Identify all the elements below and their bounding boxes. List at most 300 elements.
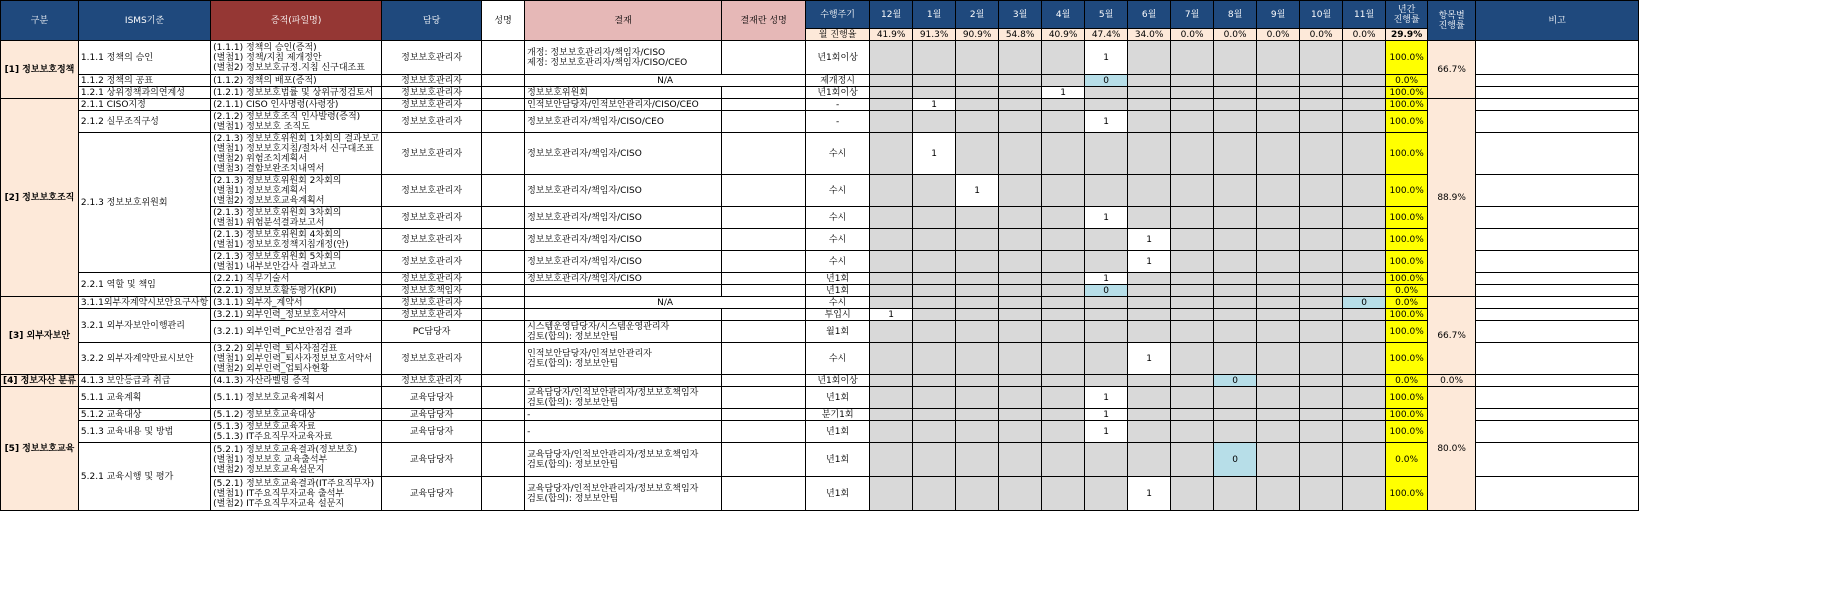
month-cell[interactable] xyxy=(1085,375,1128,387)
month-cell[interactable] xyxy=(1214,273,1257,285)
cycle-cell[interactable]: 분기1회 xyxy=(806,409,870,421)
approval-cell[interactable]: 정보보호관리자/책임자/CISO xyxy=(525,207,722,229)
cycle-cell[interactable]: - xyxy=(806,111,870,133)
month-cell[interactable] xyxy=(1171,443,1214,477)
monthly-progress-value[interactable]: 40.9% xyxy=(1042,29,1085,41)
isms-item-cell[interactable]: 1.2.1 상위정책과의연계성 xyxy=(78,87,210,99)
remark-cell[interactable] xyxy=(1476,251,1639,273)
month-cell[interactable] xyxy=(956,75,999,87)
month-cell[interactable] xyxy=(999,75,1042,87)
owner-cell[interactable]: 교육담당자 xyxy=(382,443,482,477)
approval-cell[interactable]: 인적보안담당자/인적보안관리자 검토(합의): 정보보안팀 xyxy=(525,343,722,375)
month-cell[interactable] xyxy=(956,273,999,285)
month-cell[interactable] xyxy=(913,251,956,273)
month-cell[interactable] xyxy=(1257,321,1300,343)
header-month[interactable]: 8월 xyxy=(1214,1,1257,29)
domain-rate-cell[interactable]: 80.0% xyxy=(1428,387,1476,511)
month-cell[interactable] xyxy=(1214,421,1257,443)
cycle-cell[interactable]: 년1회이상 xyxy=(806,375,870,387)
month-cell[interactable] xyxy=(1300,285,1343,297)
owner-sign-cell[interactable] xyxy=(482,99,525,111)
month-cell[interactable] xyxy=(999,251,1042,273)
month-cell[interactable] xyxy=(1214,99,1257,111)
month-cell[interactable] xyxy=(1171,251,1214,273)
month-cell[interactable] xyxy=(999,477,1042,511)
isms-item-cell[interactable]: 5.1.1 교육계획 xyxy=(78,387,210,409)
month-cell[interactable] xyxy=(999,409,1042,421)
month-cell[interactable] xyxy=(913,41,956,75)
month-cell[interactable] xyxy=(1343,321,1386,343)
approval-cell[interactable] xyxy=(525,285,722,297)
cycle-cell[interactable]: 수시 xyxy=(806,133,870,175)
month-cell[interactable] xyxy=(1042,75,1085,87)
month-cell[interactable] xyxy=(1042,175,1085,207)
month-cell[interactable]: 1 xyxy=(913,133,956,175)
month-cell[interactable] xyxy=(1128,421,1171,443)
month-cell[interactable] xyxy=(913,111,956,133)
annual-progress-cell[interactable]: 100.0% xyxy=(1386,229,1428,251)
month-cell[interactable] xyxy=(999,175,1042,207)
month-cell[interactable] xyxy=(1085,251,1128,273)
month-cell[interactable] xyxy=(956,285,999,297)
evidence-cell[interactable]: (5.1.3) 정보보호교육자료 (5.1.3) IT주요직무자교육자료 xyxy=(211,421,382,443)
month-cell[interactable] xyxy=(870,343,913,375)
month-cell[interactable] xyxy=(1171,375,1214,387)
owner-sign-cell[interactable] xyxy=(482,321,525,343)
header-evidence[interactable]: 증적(파일명) xyxy=(211,1,382,41)
owner-cell[interactable]: 정보보호관리자 xyxy=(382,175,482,207)
annual-progress-cell[interactable]: 100.0% xyxy=(1386,175,1428,207)
month-cell[interactable]: 0 xyxy=(1214,443,1257,477)
monthly-progress-label[interactable]: 월 진행율 xyxy=(806,29,870,41)
month-cell[interactable] xyxy=(1042,99,1085,111)
owner-cell[interactable]: 정보보호관리자 xyxy=(382,251,482,273)
month-cell[interactable] xyxy=(1128,387,1171,409)
month-cell[interactable] xyxy=(1085,477,1128,511)
month-cell[interactable] xyxy=(1128,111,1171,133)
month-cell[interactable]: 1 xyxy=(1085,387,1128,409)
approval-cell[interactable]: 교육담당자/인적보안관리자/정보보호책임자 검토(합의): 정보보안팀 xyxy=(525,477,722,511)
header-month[interactable]: 9월 xyxy=(1257,1,1300,29)
month-cell[interactable] xyxy=(913,229,956,251)
cycle-cell[interactable]: 년1회 xyxy=(806,477,870,511)
owner-cell[interactable]: 정보보호관리자 xyxy=(382,309,482,321)
month-cell[interactable] xyxy=(1343,375,1386,387)
approver-sign-cell[interactable] xyxy=(722,175,806,207)
month-cell[interactable] xyxy=(1343,99,1386,111)
month-cell[interactable] xyxy=(999,99,1042,111)
month-cell[interactable] xyxy=(956,477,999,511)
month-cell[interactable] xyxy=(1300,273,1343,285)
isms-item-cell[interactable]: 1.1.1 정책의 승인 xyxy=(78,41,210,75)
annual-progress-cell[interactable]: 100.0% xyxy=(1386,321,1428,343)
owner-sign-cell[interactable] xyxy=(482,375,525,387)
month-cell[interactable] xyxy=(1343,251,1386,273)
month-cell[interactable] xyxy=(999,297,1042,309)
owner-cell[interactable]: 교육담당자 xyxy=(382,421,482,443)
month-cell[interactable] xyxy=(1257,421,1300,443)
month-cell[interactable] xyxy=(1128,273,1171,285)
month-cell[interactable] xyxy=(870,133,913,175)
month-cell[interactable] xyxy=(1300,321,1343,343)
month-cell[interactable] xyxy=(1257,273,1300,285)
owner-sign-cell[interactable] xyxy=(482,75,525,87)
month-cell[interactable] xyxy=(1042,375,1085,387)
owner-sign-cell[interactable] xyxy=(482,297,525,309)
remark-cell[interactable] xyxy=(1476,87,1639,99)
evidence-cell[interactable]: (1.2.1) 정보보호법률 및 상위규정검토서 xyxy=(211,87,382,99)
annual-progress-cell[interactable]: 100.0% xyxy=(1386,207,1428,229)
owner-cell[interactable]: 정보보호관리자 xyxy=(382,99,482,111)
month-cell[interactable] xyxy=(1214,111,1257,133)
approver-sign-cell[interactable] xyxy=(722,273,806,285)
month-cell[interactable] xyxy=(1214,477,1257,511)
owner-cell[interactable]: 정보보호책임자 xyxy=(382,285,482,297)
month-cell[interactable] xyxy=(913,75,956,87)
owner-sign-cell[interactable] xyxy=(482,175,525,207)
header-month[interactable]: 4월 xyxy=(1042,1,1085,29)
category-cell[interactable]: [5] 정보보호교육 xyxy=(1,387,79,511)
month-cell[interactable] xyxy=(1257,477,1300,511)
month-cell[interactable] xyxy=(1042,285,1085,297)
month-cell[interactable] xyxy=(1085,87,1128,99)
annual-progress-cell[interactable]: 100.0% xyxy=(1386,273,1428,285)
month-cell[interactable] xyxy=(1171,421,1214,443)
month-cell[interactable] xyxy=(1300,175,1343,207)
month-cell[interactable] xyxy=(913,343,956,375)
month-cell[interactable] xyxy=(870,443,913,477)
approver-sign-cell[interactable] xyxy=(722,421,806,443)
month-cell[interactable] xyxy=(956,343,999,375)
remark-cell[interactable] xyxy=(1476,297,1639,309)
month-cell[interactable]: 1 xyxy=(1085,207,1128,229)
month-cell[interactable] xyxy=(1128,297,1171,309)
approver-sign-cell[interactable] xyxy=(722,387,806,409)
month-cell[interactable] xyxy=(999,421,1042,443)
month-cell[interactable] xyxy=(1214,175,1257,207)
owner-cell[interactable]: 정보보호관리자 xyxy=(382,273,482,285)
cycle-cell[interactable]: 년1회 xyxy=(806,285,870,297)
owner-sign-cell[interactable] xyxy=(482,273,525,285)
month-cell[interactable] xyxy=(1257,285,1300,297)
domain-rate-cell[interactable]: 0.0% xyxy=(1428,375,1476,387)
month-cell[interactable] xyxy=(913,309,956,321)
month-cell[interactable] xyxy=(1300,111,1343,133)
month-cell[interactable] xyxy=(1042,41,1085,75)
month-cell[interactable] xyxy=(1214,229,1257,251)
month-cell[interactable] xyxy=(1085,133,1128,175)
remark-cell[interactable] xyxy=(1476,273,1639,285)
month-cell[interactable] xyxy=(956,133,999,175)
annual-progress-cell[interactable]: 100.0% xyxy=(1386,409,1428,421)
month-cell[interactable]: 1 xyxy=(1085,421,1128,443)
month-cell[interactable] xyxy=(870,175,913,207)
month-cell[interactable] xyxy=(1128,87,1171,99)
month-cell[interactable] xyxy=(1257,207,1300,229)
month-cell[interactable] xyxy=(1214,251,1257,273)
month-cell[interactable] xyxy=(1257,297,1300,309)
evidence-cell[interactable]: (5.1.2) 정보보호교육대상 xyxy=(211,409,382,421)
month-cell[interactable] xyxy=(1214,387,1257,409)
month-cell[interactable] xyxy=(870,409,913,421)
header-cycle[interactable]: 수행주기 xyxy=(806,1,870,29)
annual-progress-cell[interactable]: 100.0% xyxy=(1386,251,1428,273)
month-cell[interactable] xyxy=(870,477,913,511)
month-cell[interactable] xyxy=(1257,409,1300,421)
month-cell[interactable] xyxy=(1257,99,1300,111)
header-remark[interactable]: 비고 xyxy=(1476,1,1639,41)
month-cell[interactable] xyxy=(1343,273,1386,285)
remark-cell[interactable] xyxy=(1476,309,1639,321)
header-owner[interactable]: 담당 xyxy=(382,1,482,41)
month-cell[interactable] xyxy=(1171,111,1214,133)
month-cell[interactable] xyxy=(1257,443,1300,477)
month-cell[interactable] xyxy=(870,41,913,75)
month-cell[interactable] xyxy=(1300,41,1343,75)
month-cell[interactable]: 1 xyxy=(1042,87,1085,99)
evidence-cell[interactable]: (2.1.1) CISO 인사명령(사령장) xyxy=(211,99,382,111)
annual-progress-cell[interactable]: 100.0% xyxy=(1386,99,1428,111)
month-cell[interactable] xyxy=(956,409,999,421)
month-cell[interactable] xyxy=(999,309,1042,321)
annual-progress-cell[interactable]: 0.0% xyxy=(1386,285,1428,297)
month-cell[interactable] xyxy=(1214,343,1257,375)
month-cell[interactable] xyxy=(870,285,913,297)
approver-sign-cell[interactable] xyxy=(722,41,806,75)
month-cell[interactable] xyxy=(1171,87,1214,99)
month-cell[interactable] xyxy=(1085,309,1128,321)
month-cell[interactable] xyxy=(1171,41,1214,75)
month-cell[interactable] xyxy=(870,111,913,133)
owner-sign-cell[interactable] xyxy=(482,229,525,251)
month-cell[interactable]: 0 xyxy=(1214,375,1257,387)
month-cell[interactable] xyxy=(870,387,913,409)
isms-item-cell[interactable]: 2.1.1 CISO지정 xyxy=(78,99,210,111)
owner-sign-cell[interactable] xyxy=(482,207,525,229)
cycle-cell[interactable]: 수시 xyxy=(806,175,870,207)
evidence-cell[interactable]: (2.1.2) 정보보호조직 인사발령(증적) (별첨1) 정보보호 조직도 xyxy=(211,111,382,133)
remark-cell[interactable] xyxy=(1476,443,1639,477)
month-cell[interactable] xyxy=(956,421,999,443)
approval-cell[interactable]: 정보보호관리자/책임자/CISO xyxy=(525,133,722,175)
month-cell[interactable] xyxy=(1300,443,1343,477)
month-cell[interactable] xyxy=(956,251,999,273)
month-cell[interactable] xyxy=(1171,273,1214,285)
month-cell[interactable] xyxy=(1171,229,1214,251)
remark-cell[interactable] xyxy=(1476,133,1639,175)
month-cell[interactable] xyxy=(1300,343,1343,375)
month-cell[interactable] xyxy=(870,75,913,87)
month-cell[interactable] xyxy=(1343,285,1386,297)
approver-sign-cell[interactable] xyxy=(722,87,806,99)
month-cell[interactable] xyxy=(1128,75,1171,87)
month-cell[interactable] xyxy=(1171,477,1214,511)
month-cell[interactable] xyxy=(870,99,913,111)
cycle-cell[interactable]: 제개정시 xyxy=(806,75,870,87)
month-cell[interactable] xyxy=(999,41,1042,75)
domain-rate-cell[interactable]: 88.9% xyxy=(1428,99,1476,297)
month-cell[interactable] xyxy=(1257,387,1300,409)
remark-cell[interactable] xyxy=(1476,41,1639,75)
header-month[interactable]: 5월 xyxy=(1085,1,1128,29)
owner-cell[interactable]: 정보보호관리자 xyxy=(382,207,482,229)
month-cell[interactable] xyxy=(1343,41,1386,75)
owner-sign-cell[interactable] xyxy=(482,87,525,99)
cycle-cell[interactable]: 수시 xyxy=(806,207,870,229)
month-cell[interactable] xyxy=(1257,375,1300,387)
header-month[interactable]: 3월 xyxy=(999,1,1042,29)
month-cell[interactable] xyxy=(999,321,1042,343)
approval-cell[interactable]: - xyxy=(525,375,722,387)
month-cell[interactable] xyxy=(1171,75,1214,87)
approval-cell[interactable]: 정보보호관리자/책임자/CISO xyxy=(525,229,722,251)
month-cell[interactable] xyxy=(1171,321,1214,343)
approval-cell[interactable]: N/A xyxy=(525,297,806,309)
month-cell[interactable]: 1 xyxy=(956,175,999,207)
month-cell[interactable] xyxy=(1300,133,1343,175)
monthly-progress-value[interactable]: 54.8% xyxy=(999,29,1042,41)
annual-progress-cell[interactable]: 100.0% xyxy=(1386,87,1428,99)
month-cell[interactable] xyxy=(1042,409,1085,421)
owner-cell[interactable]: 정보보호관리자 xyxy=(382,297,482,309)
month-cell[interactable] xyxy=(1128,443,1171,477)
owner-cell[interactable]: 교육담당자 xyxy=(382,387,482,409)
owner-cell[interactable]: 정보보호관리자 xyxy=(382,87,482,99)
evidence-cell[interactable]: (2.1.3) 정보보호위원회 4차회의 (별첨1) 정보보호정책지침개정(안) xyxy=(211,229,382,251)
domain-rate-cell[interactable]: 66.7% xyxy=(1428,297,1476,375)
header-month[interactable]: 2월 xyxy=(956,1,999,29)
month-cell[interactable] xyxy=(1343,229,1386,251)
remark-cell[interactable] xyxy=(1476,207,1639,229)
month-cell[interactable] xyxy=(1300,207,1343,229)
month-cell[interactable]: 1 xyxy=(870,309,913,321)
month-cell[interactable] xyxy=(956,87,999,99)
header-domain-rate[interactable]: 항목별 진행률 xyxy=(1428,1,1476,41)
category-cell[interactable]: [4] 정보자산 분류 xyxy=(1,375,79,387)
evidence-cell[interactable]: (3.2.2) 외부인력_퇴사자점검표 (별첨1) 외부인력_퇴사자정보보호서약서 (별첨2) 외부인력_업퇴사현황 xyxy=(211,343,382,375)
header-annual[interactable]: 년간 진행률 xyxy=(1386,1,1428,29)
month-cell[interactable] xyxy=(1085,99,1128,111)
owner-cell[interactable]: 정보보호관리자 xyxy=(382,343,482,375)
remark-cell[interactable] xyxy=(1476,409,1639,421)
approver-sign-cell[interactable] xyxy=(722,229,806,251)
remark-cell[interactable] xyxy=(1476,111,1639,133)
remark-cell[interactable] xyxy=(1476,99,1639,111)
month-cell[interactable] xyxy=(1171,207,1214,229)
month-cell[interactable] xyxy=(1300,409,1343,421)
approver-sign-cell[interactable] xyxy=(722,309,806,321)
isms-item-cell[interactable]: 2.1.2 실무조직구성 xyxy=(78,111,210,133)
remark-cell[interactable] xyxy=(1476,321,1639,343)
header-month[interactable]: 11월 xyxy=(1343,1,1386,29)
month-cell[interactable] xyxy=(956,297,999,309)
remark-cell[interactable] xyxy=(1476,229,1639,251)
header-approval[interactable]: 결재 xyxy=(525,1,722,41)
month-cell[interactable] xyxy=(1257,229,1300,251)
annual-progress-cell[interactable]: 100.0% xyxy=(1386,41,1428,75)
month-cell[interactable] xyxy=(1085,297,1128,309)
approval-cell[interactable]: 정보보호위원회 xyxy=(525,87,722,99)
month-cell[interactable] xyxy=(1042,207,1085,229)
month-cell[interactable] xyxy=(1257,343,1300,375)
approver-sign-cell[interactable] xyxy=(722,111,806,133)
evidence-cell[interactable]: (1.1.1) 정책의 승인(증적) (별첨1) 정책/지침 제개정안 (별첨2) 정보보호규정.지침 신구대조표 xyxy=(211,41,382,75)
month-cell[interactable] xyxy=(1343,309,1386,321)
owner-cell[interactable]: 정보보호관리자 xyxy=(382,111,482,133)
month-cell[interactable] xyxy=(870,321,913,343)
cycle-cell[interactable]: 년1회 xyxy=(806,421,870,443)
month-cell[interactable] xyxy=(1257,309,1300,321)
month-cell[interactable] xyxy=(913,421,956,443)
evidence-cell[interactable]: (5.2.1) 정보보호교육결과(정보보호) (별첨1) 정보보호 교육출석부 (별첨2) 정보보호교육설문지 xyxy=(211,443,382,477)
evidence-cell[interactable]: (2.1.3) 정보보호위원회 1차회의 결과보고 (별첨1) 정보보호지침/절차서 신구대조표 (별첨2) 위험조치계획서 (별첨3) 결함보완조치내역서 xyxy=(211,133,382,175)
month-cell[interactable] xyxy=(1300,477,1343,511)
month-cell[interactable]: 1 xyxy=(913,99,956,111)
month-cell[interactable] xyxy=(956,387,999,409)
approver-sign-cell[interactable] xyxy=(722,477,806,511)
month-cell[interactable] xyxy=(1300,297,1343,309)
approver-sign-cell[interactable] xyxy=(722,375,806,387)
monthly-progress-value[interactable]: 90.9% xyxy=(956,29,999,41)
evidence-cell[interactable]: (4.1.3) 자산라벨링 증적 xyxy=(211,375,382,387)
approver-sign-cell[interactable] xyxy=(722,251,806,273)
isms-item-cell[interactable]: 2.1.3 정보보호위원회 xyxy=(78,133,210,273)
annual-progress-cell[interactable]: 100.0% xyxy=(1386,343,1428,375)
month-cell[interactable] xyxy=(999,87,1042,99)
approval-cell[interactable]: 개정: 정보보호관리자/책임자/CISO 제정: 정보보호관리자/책임자/CISO/CEO xyxy=(525,41,722,75)
month-cell[interactable] xyxy=(956,375,999,387)
header-month[interactable]: 10월 xyxy=(1300,1,1343,29)
remark-cell[interactable] xyxy=(1476,285,1639,297)
month-cell[interactable] xyxy=(1171,285,1214,297)
month-cell[interactable] xyxy=(1085,443,1128,477)
month-cell[interactable] xyxy=(1042,309,1085,321)
month-cell[interactable]: 0 xyxy=(1343,297,1386,309)
month-cell[interactable] xyxy=(1300,251,1343,273)
month-cell[interactable] xyxy=(1128,285,1171,297)
month-cell[interactable] xyxy=(1300,309,1343,321)
month-cell[interactable] xyxy=(1128,175,1171,207)
month-cell[interactable] xyxy=(913,409,956,421)
isms-item-cell[interactable]: 5.1.2 교육대상 xyxy=(78,409,210,421)
evidence-cell[interactable]: (3.2.1) 외부인력_PC보안점검 결과 xyxy=(211,321,382,343)
isms-item-cell[interactable]: 4.1.3 보안등급과 취급 xyxy=(78,375,210,387)
owner-cell[interactable]: 정보보호관리자 xyxy=(382,375,482,387)
month-cell[interactable] xyxy=(870,207,913,229)
approver-sign-cell[interactable] xyxy=(722,207,806,229)
month-cell[interactable] xyxy=(1042,321,1085,343)
month-cell[interactable] xyxy=(870,87,913,99)
evidence-cell[interactable]: (3.2.1) 외부인력_정보보호서약서 xyxy=(211,309,382,321)
month-cell[interactable] xyxy=(913,297,956,309)
month-cell[interactable] xyxy=(999,375,1042,387)
owner-sign-cell[interactable] xyxy=(482,387,525,409)
month-cell[interactable] xyxy=(1257,133,1300,175)
month-cell[interactable] xyxy=(1128,41,1171,75)
annual-progress-total[interactable]: 29.9% xyxy=(1386,29,1428,41)
month-cell[interactable] xyxy=(1171,175,1214,207)
approval-cell[interactable]: 시스템운영담당자/시스템운영관리자 검토(합의): 정보보안팀 xyxy=(525,321,722,343)
approver-sign-cell[interactable] xyxy=(722,343,806,375)
evidence-cell[interactable]: (5.2.1) 정보보호교육결과(IT주요직무자) (별첨1) IT주요직무자교육 출석부 (별첨2) IT주요직무자교육 설문지 xyxy=(211,477,382,511)
month-cell[interactable] xyxy=(1300,375,1343,387)
remark-cell[interactable] xyxy=(1476,75,1639,87)
monthly-progress-value[interactable]: 0.0% xyxy=(1257,29,1300,41)
annual-progress-cell[interactable]: 100.0% xyxy=(1386,133,1428,175)
month-cell[interactable] xyxy=(1128,375,1171,387)
remark-cell[interactable] xyxy=(1476,343,1639,375)
month-cell[interactable] xyxy=(1343,443,1386,477)
